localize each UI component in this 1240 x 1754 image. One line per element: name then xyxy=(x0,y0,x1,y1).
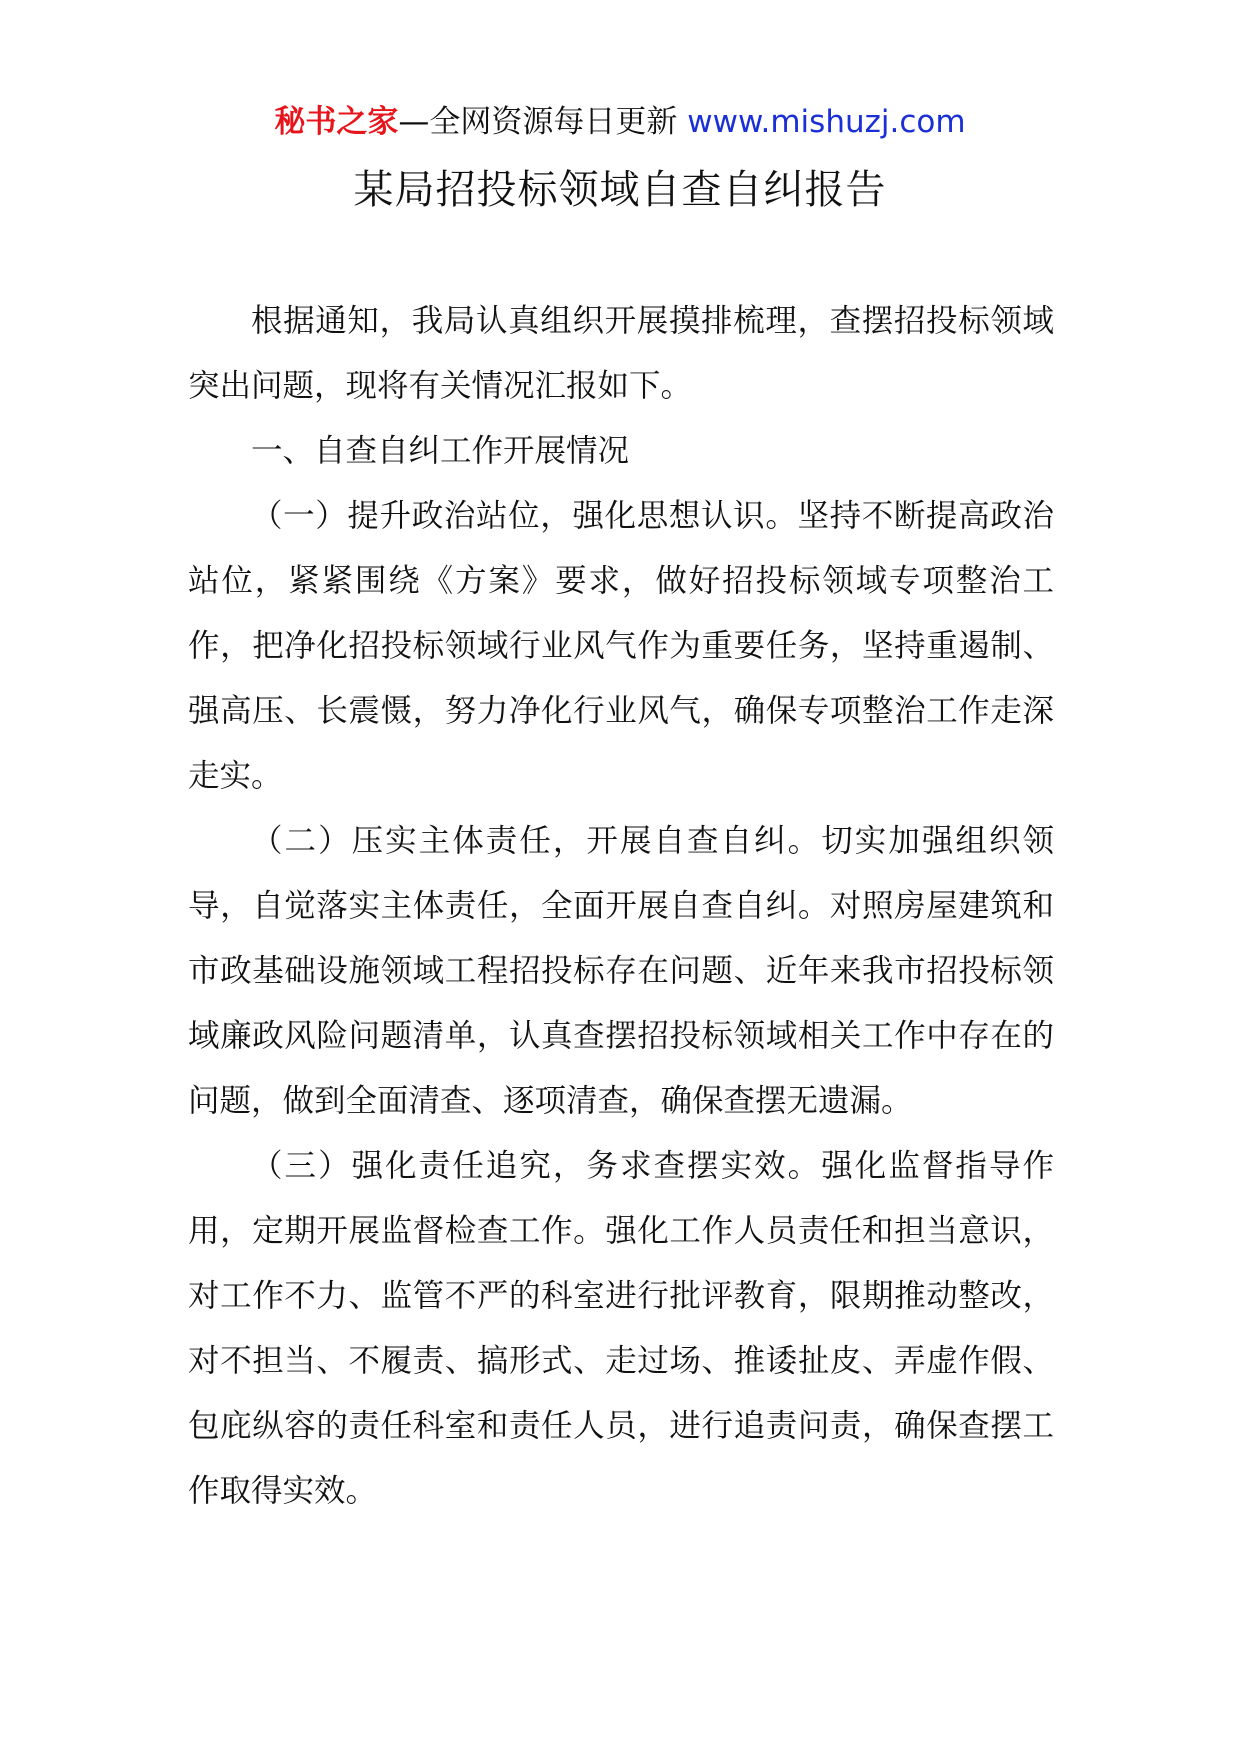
intro-paragraph: 根据通知，我局认真组织开展摸排梳理，查摆招投标领域突出问题，现将有关情况汇报如下。 xyxy=(188,303,1054,404)
document-title: 某局招投标领域自查自纠报告 xyxy=(353,167,887,213)
body-paragraph-2: （二）压实主体责任，开展自查自纠。切实加强组织领导，自觉落实主体责任，全面开展自查自纠。对照房屋建筑和市政基础设施领域工程招投标存在问题、近年来我市招投标领域廉政风险问题清单，认真查摆招投标领域相关工作中存在的问题，做到全面清查、逐项清查，确保查摆无遗漏。 xyxy=(188,823,1054,1119)
header-tagline: —全网资源每日更新 xyxy=(398,104,678,140)
body-paragraph-1: （一）提升政治站位，强化思想认识。坚持不断提高政治站位，紧紧围绕《方案》要求，做好招投标领域专项整治工作，把净化招投标领域行业风气作为重要任务，坚持重遏制、强高压、长震慑，努力净化行业风气，确保专项整治工作走深走实。 xyxy=(188,498,1054,794)
site-url-link[interactable]: www.mishuzj.com xyxy=(687,104,966,140)
brand-name: 秘书之家 xyxy=(274,104,399,140)
body-paragraph-3: （三）强化责任追究，务求查摆实效。强化监督指导作用，定期开展监督检查工作。强化工作人员责任和担当意识，对工作不力、监管不严的科室进行批评教育，限期推动整改，对不担当、不履责、搞形式、走过场、推诿扯皮、弄虚作假、包庇纵容的责任科室和责任人员，进行追责问责，确保查摆工作取得实效。 xyxy=(188,1148,1054,1509)
site-header xyxy=(0,100,1240,144)
document-body xyxy=(188,289,1054,1524)
section-heading: 一、自查自纠工作开展情况 xyxy=(251,433,630,469)
